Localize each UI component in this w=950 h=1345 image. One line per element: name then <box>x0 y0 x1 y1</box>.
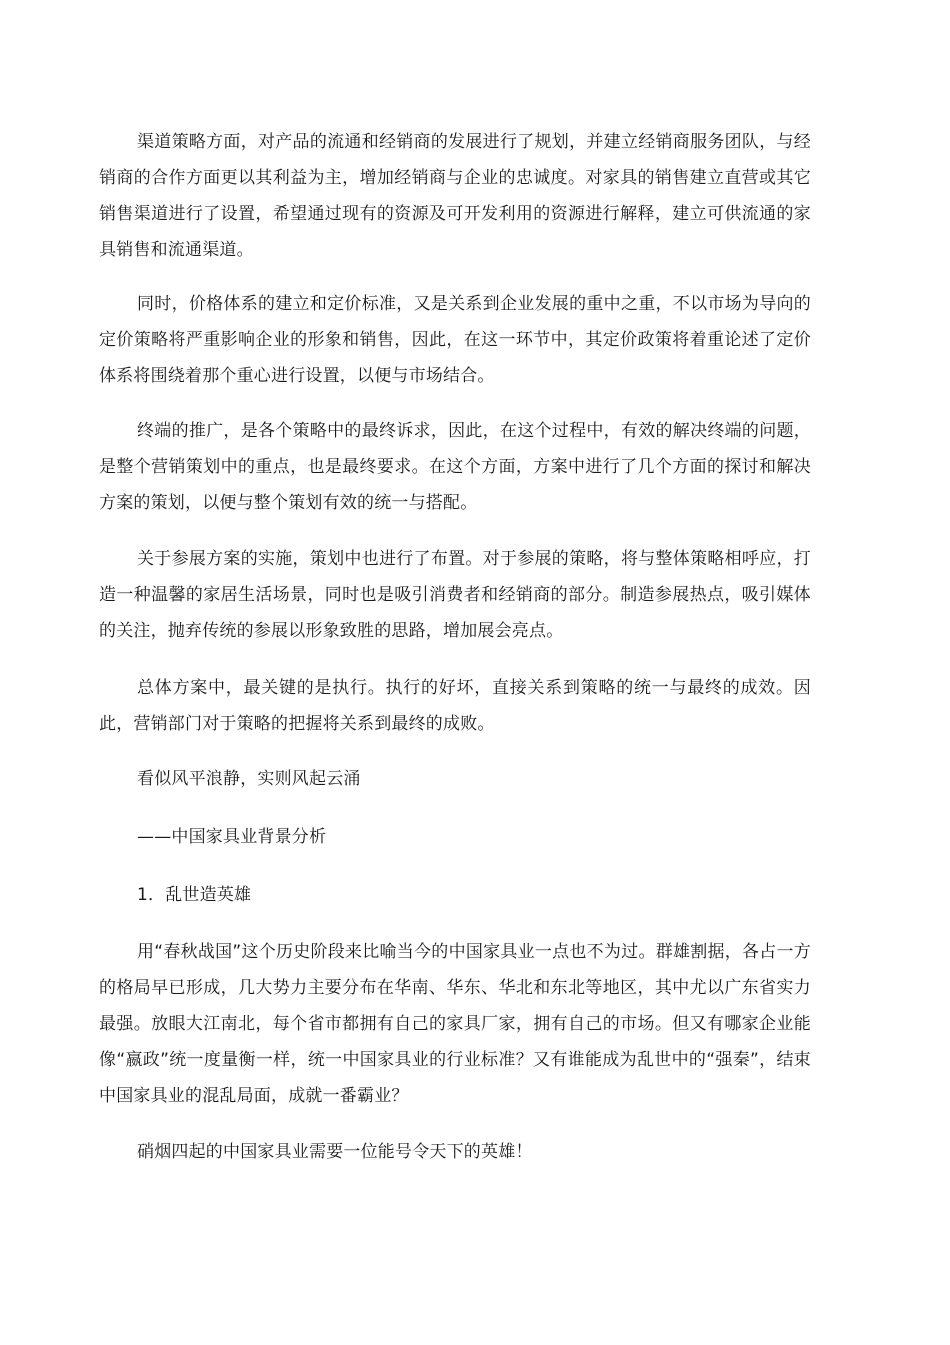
paragraph-exhibition-plan: 关于参展方案的实施，策划中也进行了布置。对于参展的策略，将与整体策略相呼应，打造一种温馨的家居生活场景，同时也是吸引消费者和经销商的部分。制造参展热点，吸引媒体的关注，抛弃传统的参展以形象致胜的思路，增加展会亮点。 <box>99 549 811 641</box>
paragraph-channel-strategy: 渠道策略方面，对产品的流通和经销商的发展进行了规划，并建立经销商服务团队，与经销商的合作方面更以其利益为主，增加经销商与企业的忠诚度。对家具的销售建立直营或其它销售渠道进行了设置，希望通过现有的资源及可开发利用的资源进行解释，建立可供流通的家具销售和流通渠道。 <box>99 132 811 260</box>
paragraph-execution: 总体方案中，最关键的是执行。执行的好坏，直接关系到策略的统一与最终的成效。因此，营销部门对于策略的把握将关系到最终的成败。 <box>99 678 811 734</box>
paragraph-pricing-system: 同时，价格体系的建立和定价标准，又是关系到企业发展的重中之重，不以市场为导向的定价策略将严重影响企业的形象和销售，因此，在这一环节中，其定价政策将着重论述了定价体系将围绕着那个重心进行设置，以便与市场结合。 <box>99 294 811 386</box>
paragraph-terminal-promotion: 终端的推广，是各个策略中的最终诉求，因此，在这个过程中，有效的解决终端的问题，是整个营销策划中的重点，也是最终要求。在这个方面，方案中进行了几个方面的探讨和解决方案的策划，以便与整个策划有效的统一与搭配。 <box>99 421 811 513</box>
subsection-title: 1．乱世造英雄 <box>137 885 252 905</box>
section-subheading: ——中国家具业背景分析 <box>137 827 327 847</box>
paragraph-industry-background: 用“春秋战国”这个历史阶段来比喻当今的中国家具业一点也不为过。群雄割据，各占一方的格局早已形成，几大势力主要分布在华南、华东、华北和东北等地区，其中尤以广东省实力最强。放眼大江南北，每个省市都拥有自己的家具厂家，拥有自己的市场。但又有哪家企业能像“嬴政”统一度量衡一样，统一中国家具业的行业标准？又有谁能成为乱世中的“强秦”，结束中国家具业的混乱局面，成就一番霸业？ <box>99 942 811 1106</box>
paragraph-closing: 硝烟四起的中国家具业需要一位能号令天下的英雄！ <box>137 1142 533 1162</box>
section-heading: 看似风平浪静，实则风起云涌 <box>137 769 361 789</box>
